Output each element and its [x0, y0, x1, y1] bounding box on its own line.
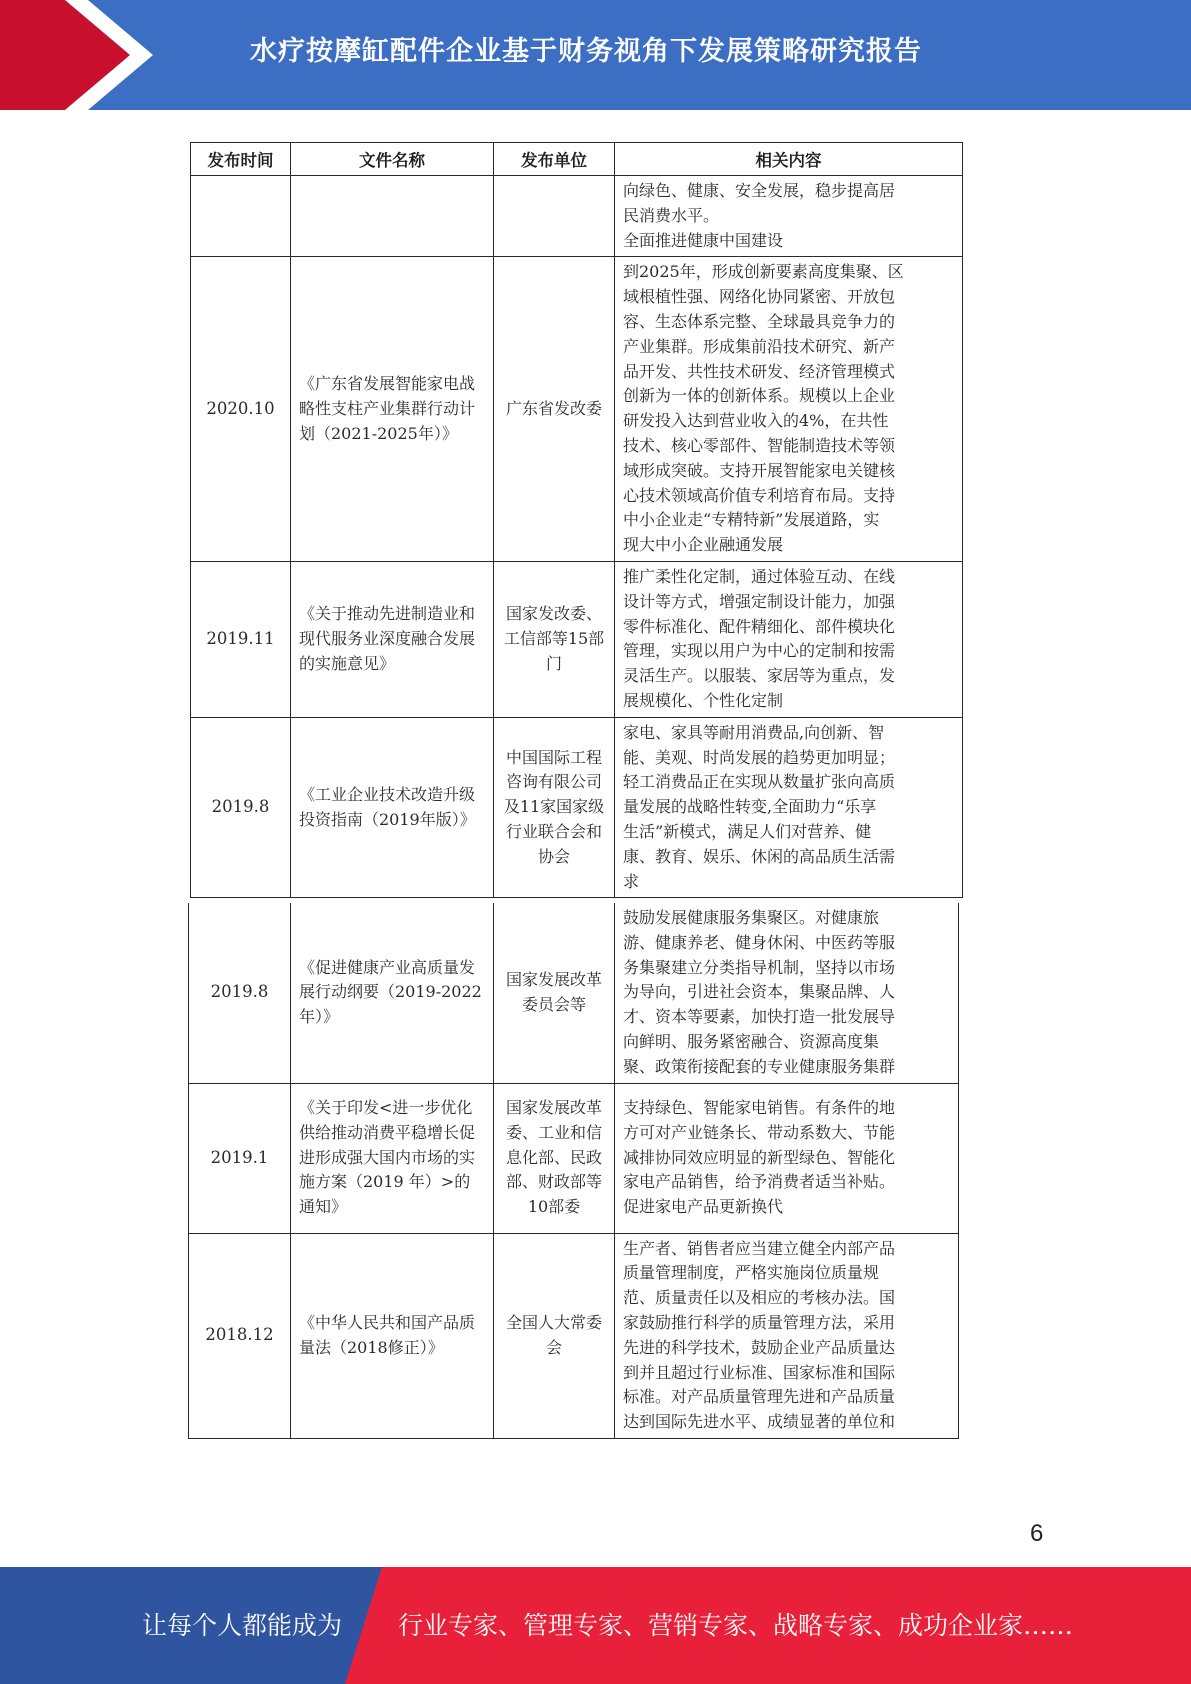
content-line: 为导向，引进社会资本，集聚品牌、人: [623, 982, 896, 1002]
row-document-name: 《广东省发展智能家电战略性支柱产业集群行动计划（2021-2025年）》: [291, 257, 494, 562]
row-document-name: 《促进健康产业高质量发展行动纲要（2019-2022 年）》: [291, 903, 494, 1083]
content-line: 设计等方式，增强定制设计能力，加强: [623, 591, 896, 611]
row-date: 2020.10: [191, 257, 291, 562]
row-document-name: 《关于推动先进制造业和现代服务业深度融合发展的实施意见》: [291, 561, 494, 717]
content-line: 家电、家具等耐用消费品,向创新、智: [623, 722, 885, 742]
table-row: [191, 176, 963, 257]
content-line: 展规模化、个性化定制: [623, 690, 784, 710]
content-line: 到2025年，形成创新要素高度集聚、区: [623, 262, 904, 282]
row-publisher: 国家发改委、工信部等15部门: [494, 561, 615, 717]
row-document-name: 《中华人民共和国产品质量法（2018修正）》: [291, 1233, 494, 1438]
content-line: 全面推进健康中国建设: [623, 230, 784, 250]
content-line: 域根植性强、网络化协同紧密、开放包: [623, 287, 896, 307]
content-line: 减排协同效应明显的新型绿色、智能化: [623, 1147, 896, 1167]
header-arrow-red: [0, 0, 130, 110]
row-date: [191, 176, 291, 257]
content-line: 推广柔性化定制，通过体验互动、在线: [623, 566, 896, 586]
content-line: 品开发、共性技术研发、经济管理模式: [623, 361, 896, 381]
footer-slogan-right: 行业专家、管理专家、营销专家、战略专家、成功企业家……: [398, 1611, 1074, 1640]
content-line: 聚、政策衔接配套的专业健康服务集群: [623, 1056, 896, 1076]
report-title: 水疗按摩缸配件企业基于财务视角下发展策略研究报告: [250, 36, 922, 67]
page-footer: [0, 1567, 1191, 1684]
content-line: 管理，实现以用户为中心的定制和按需: [623, 641, 896, 661]
content-line: 才、资本等要素，加快打造一批发展导: [623, 1007, 896, 1027]
row-document-name: 《关于印发<进一步优化供给推动消费平稳增长促进形成强大国内市场的实施方案（2019 年）>的通知》: [291, 1083, 494, 1233]
table-row: [191, 561, 963, 717]
column-header-date: 发布时间: [191, 143, 291, 176]
content-line: 能、美观、时尚发展的趋势更加明显；: [623, 747, 896, 767]
content-line: 现大中小企业融通发展: [623, 535, 784, 555]
content-line: 中小企业走“专精特新”发展道路，实: [623, 510, 880, 530]
row-date: 2018.12: [189, 1233, 291, 1438]
content-line: 向鲜明、服务紧密融合、资源高度集: [623, 1031, 880, 1051]
table-row: [189, 1083, 959, 1233]
content-line: 心技术领域高价值专利培育布局。支持: [623, 485, 896, 505]
row-document-name: 《工业企业技术改造升级投资指南（2019年版）》: [291, 717, 494, 898]
column-header-publisher: 发布单位: [494, 143, 615, 176]
content-line: 产业集群。形成集前沿技术研究、新产: [623, 336, 896, 356]
row-content: [615, 903, 959, 1083]
page-header: [0, 0, 1191, 110]
row-content: [615, 257, 963, 562]
table-row: [191, 257, 963, 562]
content-line: 零件标准化、配件精细化、部件模块化: [623, 616, 896, 636]
content-line: 容、生态体系完整、全球最具竞争力的: [623, 311, 896, 331]
content-line: 标准。对产品质量管理先进和产品质量: [623, 1387, 896, 1407]
table-row: [189, 903, 959, 1083]
content-line: 康、教育、娱乐、休闲的高品质生活需: [623, 846, 896, 866]
header-arrow-decoration: [0, 0, 200, 110]
row-publisher: 广东省发改委: [494, 257, 615, 562]
content-line: 先进的科学技术，鼓励企业产品质量达: [623, 1337, 896, 1357]
content-line: 生产者、销售者应当建立健全内部产品: [623, 1238, 896, 1258]
table-row: [189, 1233, 959, 1438]
content-line: 域形成突破。支持开展智能家电关键核: [623, 460, 896, 480]
content-line: 方可对产业链条长、带动系数大、节能: [623, 1122, 896, 1142]
page-number: 6: [1030, 1520, 1044, 1547]
content-line: 鼓励发展健康服务集聚区。对健康旅: [623, 908, 880, 927]
row-content: [615, 1083, 959, 1233]
column-header-content: 相关内容: [615, 143, 963, 176]
footer-slogan-left: 让每个人都能成为: [142, 1611, 343, 1640]
content-line: 量发展的战略性转变,全面助力“乐享: [623, 797, 877, 817]
row-date: 2019.1: [189, 1083, 291, 1233]
content-line: 求: [623, 871, 640, 891]
row-date: 2019.8: [189, 903, 291, 1083]
table-body: [189, 903, 959, 1438]
content-line: 灵活生产。以服装、家居等为重点，发: [623, 666, 896, 686]
table-header-row: [191, 143, 963, 176]
content-line: 向绿色、健康、安全发展，稳步提高居: [623, 181, 896, 200]
content-line: 创新为一体的创新体系。规模以上企业: [623, 386, 896, 406]
policy-table-part-2: [188, 903, 959, 1439]
column-header-document: 文件名称: [291, 143, 494, 176]
row-publisher: 国家发展改革委员会等: [494, 903, 615, 1083]
row-publisher: 全国人大常委会: [494, 1233, 615, 1438]
row-publisher: 中国国际工程咨询有限公司及11家国家级行业联合会和协会: [494, 717, 615, 898]
content-line: 家鼓励推行科学的质量管理方法，采用: [623, 1312, 896, 1332]
content-line: 家电产品销售，给予消费者适当补贴。: [623, 1172, 896, 1192]
row-publisher: 国家发展改革委、工业和信息化部、民政部、财政部等10部委: [494, 1083, 615, 1233]
row-date: 2019.8: [191, 717, 291, 898]
content-line: 达到国际先进水平、成绩显著的单位和: [623, 1412, 896, 1432]
row-content: [615, 1233, 959, 1438]
row-document-name: [291, 176, 494, 257]
content-line: 技术、核心零部件、智能制造技术等领: [623, 435, 896, 455]
content-line: 范、质量责任以及相应的考核办法。国: [623, 1288, 896, 1308]
row-content: [615, 561, 963, 717]
content-line: 游、健康养老、健身休闲、中医药等服: [623, 932, 896, 952]
row-publisher: [494, 176, 615, 257]
table-body: [191, 176, 963, 898]
content-line: 到并且超过行业标准、国家标准和国际: [623, 1362, 896, 1382]
row-date: 2019.11: [191, 561, 291, 717]
content-line: 支持绿色、智能家电销售。有条件的地: [623, 1098, 896, 1118]
content-line: 促进家电产品更新换代: [623, 1197, 784, 1217]
content-line: 质量管理制度，严格实施岗位质量规: [623, 1263, 880, 1283]
content-line: 生活”新模式，满足人们对营养、健: [623, 821, 872, 841]
row-content: [615, 176, 963, 257]
content-line: 民消费水平。: [623, 205, 720, 225]
policy-table-part-1: [190, 142, 963, 898]
content-line: 研发投入达到营业收入的4%，在共性: [623, 411, 889, 431]
table-row: [191, 717, 963, 898]
content-line: 轻工消费品正在实现从数量扩张向高质: [623, 772, 896, 792]
content-line: 务集聚建立分类指导机制，坚持以市场: [623, 957, 896, 977]
row-content: [615, 717, 963, 898]
